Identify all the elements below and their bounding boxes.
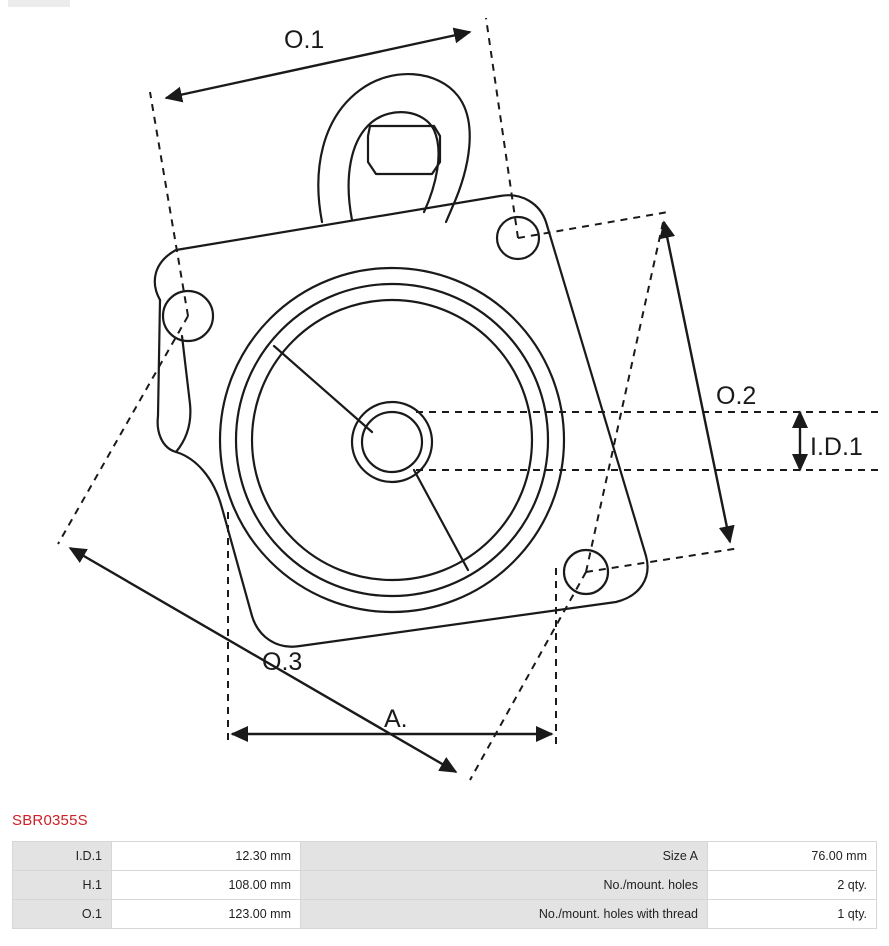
table-row [13, 842, 877, 871]
spec-value2-3: 1 qty. [708, 900, 877, 929]
spec-label2-1: Size A [301, 842, 708, 871]
spec-value-3: 123.00 mm [112, 900, 301, 929]
spec-label-3: O.1 [13, 900, 112, 929]
spec-label2-3: No./mount. holes with thread [301, 900, 708, 929]
spec-label-1: I.D.1 [13, 842, 112, 871]
table-row [13, 900, 877, 929]
part-number: SBR0355S [12, 812, 88, 829]
label-o2: O.2 [716, 382, 757, 410]
label-a: A. [384, 705, 408, 733]
spec-label2-2: No./mount. holes [301, 871, 708, 900]
spec-value2-1: 76.00 mm [708, 842, 877, 871]
specification-table [12, 841, 877, 929]
label-o3: O.3 [262, 648, 303, 676]
spec-value-2: 108.00 mm [112, 871, 301, 900]
table-row [13, 871, 877, 900]
spec-value-1: 12.30 mm [112, 842, 301, 871]
spec-label-2: H.1 [13, 871, 112, 900]
starter-cover-outline [155, 74, 648, 647]
spec-value2-2: 2 qty. [708, 871, 877, 900]
label-o1: O.1 [284, 26, 325, 54]
dimension-arrows [70, 32, 800, 772]
label-id1: I.D.1 [810, 433, 863, 461]
dimension-extension-lines [58, 18, 884, 780]
